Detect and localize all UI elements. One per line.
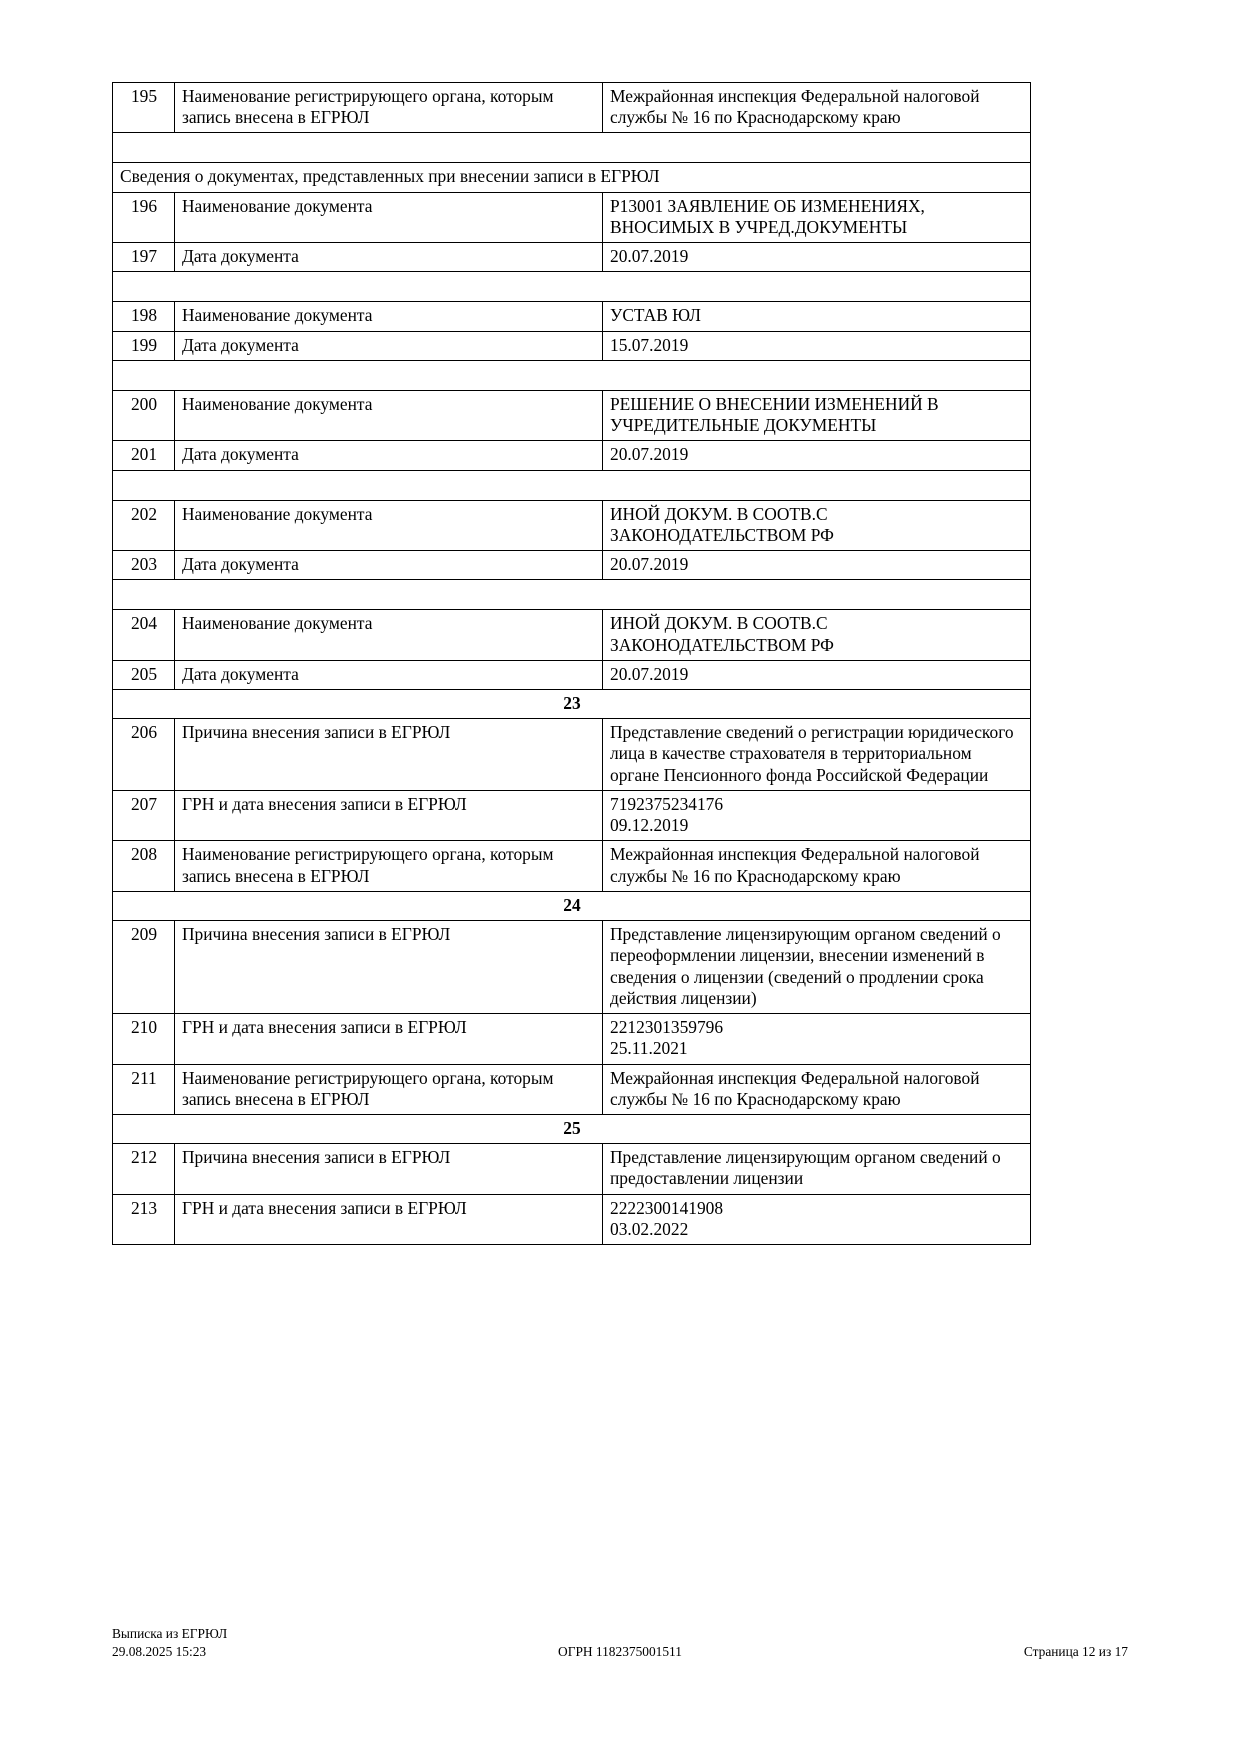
egrul-table-wrapper <box>112 82 1030 1245</box>
section-number: 23 <box>113 689 1031 718</box>
row-field-name: Наименование регистрирующего органа, которым запись внесена в ЕГРЮЛ <box>175 83 603 133</box>
table-row <box>113 921 1031 1014</box>
row-number: 208 <box>113 841 175 891</box>
egrul-table <box>112 82 1031 1245</box>
table-row <box>113 790 1031 840</box>
row-number: 213 <box>113 1194 175 1244</box>
table-row <box>113 1194 1031 1244</box>
table-row <box>113 302 1031 331</box>
row-field-name: ГРН и дата внесения записи в ЕГРЮЛ <box>175 1194 603 1244</box>
row-number: 202 <box>113 500 175 550</box>
table-spacer-row <box>113 580 1031 610</box>
row-field-value: УСТАВ ЮЛ <box>603 302 1031 331</box>
row-number: 198 <box>113 302 175 331</box>
row-field-name: ГРН и дата внесения записи в ЕГРЮЛ <box>175 790 603 840</box>
row-number: 212 <box>113 1144 175 1194</box>
row-number: 211 <box>113 1064 175 1114</box>
row-field-value: Межрайонная инспекция Федеральной налоговой службы № 16 по Краснодарскому краю <box>603 1064 1031 1114</box>
row-field-name: Наименование документа <box>175 500 603 550</box>
row-number: 204 <box>113 610 175 660</box>
row-field-value: Р13001 ЗАЯВЛЕНИЕ ОБ ИЗМЕНЕНИЯХ, ВНОСИМЫХ В УЧРЕД.ДОКУМЕНТЫ <box>603 192 1031 242</box>
table-row <box>113 1064 1031 1114</box>
section-number: 25 <box>113 1114 1031 1143</box>
subheading-row <box>113 163 1031 192</box>
table-row <box>113 1144 1031 1194</box>
row-field-name: Наименование документа <box>175 192 603 242</box>
table-row <box>113 500 1031 550</box>
footer-document-title: Выписка из ЕГРЮЛ <box>112 1626 228 1641</box>
egrul-table-body <box>113 83 1031 1245</box>
section-heading-row <box>113 689 1031 718</box>
row-field-name: ГРН и дата внесения записи в ЕГРЮЛ <box>175 1014 603 1064</box>
table-spacer-row <box>113 133 1031 163</box>
row-field-value: 7192375234176 09.12.2019 <box>603 790 1031 840</box>
row-number: 210 <box>113 1014 175 1064</box>
row-field-name: Причина внесения записи в ЕГРЮЛ <box>175 719 603 791</box>
row-field-value: Межрайонная инспекция Федеральной налоговой службы № 16 по Краснодарскому краю <box>603 841 1031 891</box>
footer-ogrn: ОГРН 1182375001511 <box>558 1644 682 1659</box>
row-number: 200 <box>113 390 175 440</box>
section-heading-row <box>113 1114 1031 1143</box>
row-field-value: РЕШЕНИЕ О ВНЕСЕНИИ ИЗМЕНЕНИЙ В УЧРЕДИТЕЛЬНЫЕ ДОКУМЕНТЫ <box>603 390 1031 440</box>
row-field-name: Наименование регистрирующего органа, которым запись внесена в ЕГРЮЛ <box>175 841 603 891</box>
table-row <box>113 610 1031 660</box>
spacer-cell <box>113 580 1031 610</box>
table-spacer-row <box>113 360 1031 390</box>
row-field-value: 20.07.2019 <box>603 243 1031 272</box>
row-field-value: 20.07.2019 <box>603 551 1031 580</box>
row-number: 209 <box>113 921 175 1014</box>
spacer-cell <box>113 470 1031 500</box>
row-field-name: Дата документа <box>175 660 603 689</box>
table-row <box>113 841 1031 891</box>
table-spacer-row <box>113 470 1031 500</box>
row-number: 203 <box>113 551 175 580</box>
spacer-cell <box>113 360 1031 390</box>
row-field-name: Наименование документа <box>175 302 603 331</box>
subheading-text: Сведения о документах, представленных при внесении записи в ЕГРЮЛ <box>113 163 1031 192</box>
row-field-name: Причина внесения записи в ЕГРЮЛ <box>175 1144 603 1194</box>
table-row <box>113 331 1031 360</box>
row-field-name: Наименование регистрирующего органа, которым запись внесена в ЕГРЮЛ <box>175 1064 603 1114</box>
table-row <box>113 1014 1031 1064</box>
row-field-value: Представление сведений о регистрации юридического лица в качестве страхователя в территориальном органе Пенсионного фонда Российской Федерации <box>603 719 1031 791</box>
row-field-name: Дата документа <box>175 331 603 360</box>
row-number: 197 <box>113 243 175 272</box>
row-number: 195 <box>113 83 175 133</box>
row-number: 206 <box>113 719 175 791</box>
spacer-cell <box>113 272 1031 302</box>
row-number: 201 <box>113 441 175 470</box>
section-heading-row <box>113 891 1031 920</box>
table-row <box>113 390 1031 440</box>
section-number: 24 <box>113 891 1031 920</box>
table-spacer-row <box>113 272 1031 302</box>
row-field-value: Представление лицензирующим органом сведений о предоставлении лицензии <box>603 1144 1031 1194</box>
table-row <box>113 719 1031 791</box>
table-row <box>113 192 1031 242</box>
row-field-name: Причина внесения записи в ЕГРЮЛ <box>175 921 603 1014</box>
row-field-value: 20.07.2019 <box>603 441 1031 470</box>
table-row <box>113 243 1031 272</box>
row-field-name: Дата документа <box>175 441 603 470</box>
table-row <box>113 83 1031 133</box>
table-row <box>113 441 1031 470</box>
row-field-name: Дата документа <box>175 243 603 272</box>
footer-page-number: Страница 12 из 17 <box>1023 1644 1128 1659</box>
row-field-value: 2222300141908 03.02.2022 <box>603 1194 1031 1244</box>
row-field-value: 2212301359796 25.11.2021 <box>603 1014 1031 1064</box>
row-field-value: Межрайонная инспекция Федеральной налоговой службы № 16 по Краснодарскому краю <box>603 83 1031 133</box>
table-row <box>113 660 1031 689</box>
row-number: 196 <box>113 192 175 242</box>
row-field-value: ИНОЙ ДОКУМ. В СООТВ.С ЗАКОНОДАТЕЛЬСТВОМ РФ <box>603 500 1031 550</box>
row-field-name: Дата документа <box>175 551 603 580</box>
table-row <box>113 551 1031 580</box>
row-field-value: 15.07.2019 <box>603 331 1031 360</box>
row-number: 199 <box>113 331 175 360</box>
row-field-value: Представление лицензирующим органом сведений о переоформлении лицензии, внесении изменений в сведения о лицензии (сведений о продлении срока действия лицензии) <box>603 921 1031 1014</box>
row-field-value: 20.07.2019 <box>603 660 1031 689</box>
footer-timestamp: 29.08.2025 15:23 <box>112 1644 207 1659</box>
row-number: 205 <box>113 660 175 689</box>
row-field-value: ИНОЙ ДОКУМ. В СООТВ.С ЗАКОНОДАТЕЛЬСТВОМ РФ <box>603 610 1031 660</box>
spacer-cell <box>113 133 1031 163</box>
row-field-name: Наименование документа <box>175 610 603 660</box>
row-field-name: Наименование документа <box>175 390 603 440</box>
row-number: 207 <box>113 790 175 840</box>
